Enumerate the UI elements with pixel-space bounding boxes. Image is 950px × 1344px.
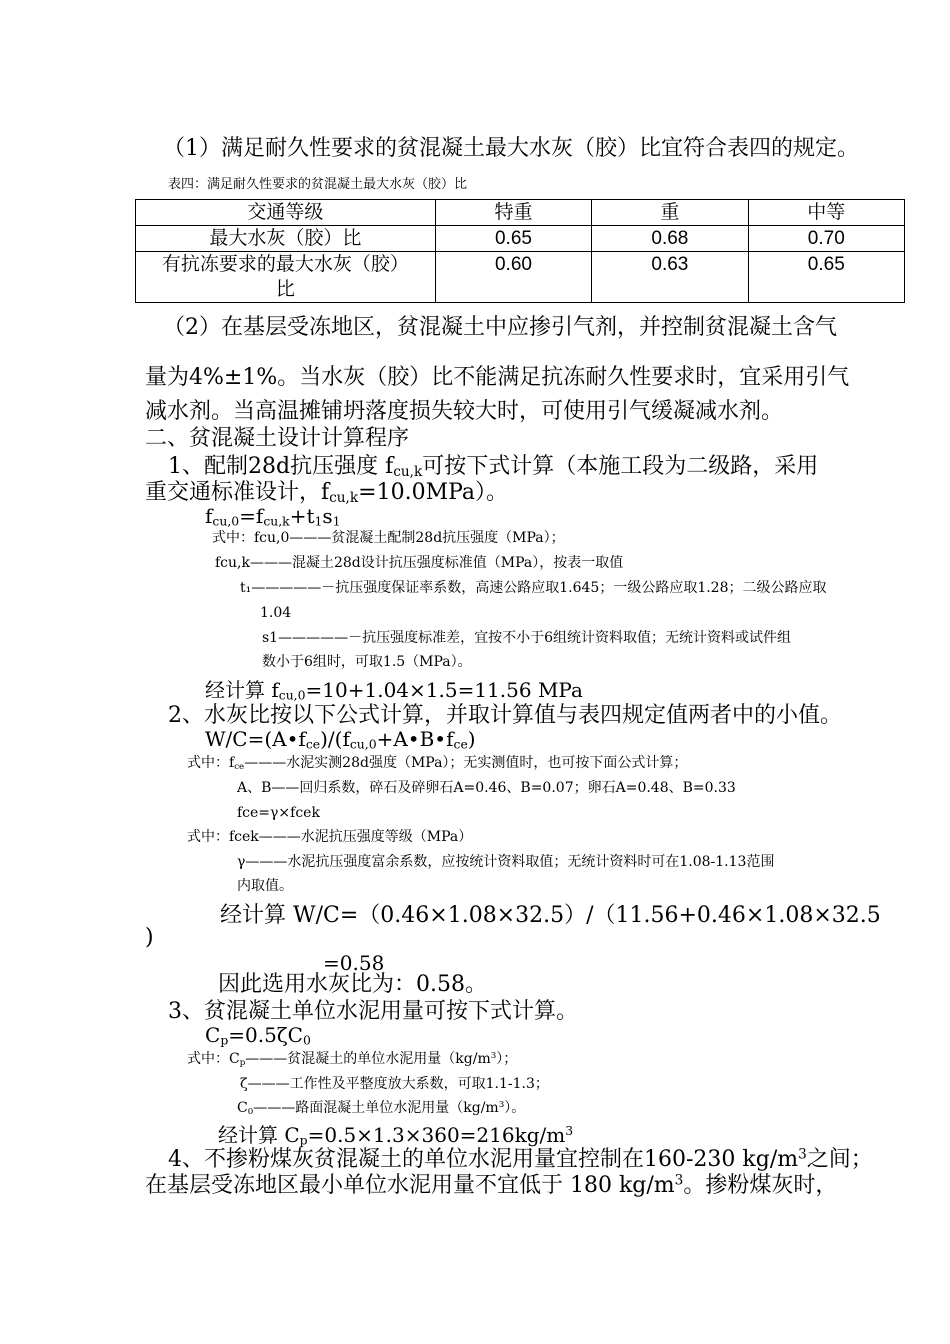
row-label-line1: 有抗冻要求的最大水灰（胶）: [161, 254, 409, 275]
step1-note-s1: s1—————－抗压强度标准差，宜按不小于6组统计资料取值；无统计资料或试件组: [262, 630, 791, 646]
table4: [135, 199, 905, 303]
table-cell: [136, 252, 436, 303]
table-row: [136, 226, 905, 252]
step1-line2: 重交通标准设计，$f_{cu,k}=10.0MPa$）。: [145, 480, 509, 506]
step1-calc: 经计算 $f_{cu,0}=10+1.04\times 1.5=11.56$ MPa: [205, 678, 583, 703]
table4-caption: 表四：满足耐久性要求的贫混凝土最大水灰（胶）比: [168, 177, 468, 192]
step1-note-s1-cont: 数小于6组时，可取1.5（MPa）。: [262, 654, 472, 670]
step3-note-cp: 式中：$C_p———$贫混凝土的单位水泥用量$(kg/m^3)$；: [187, 1051, 518, 1068]
step2-calc: 经计算 W/C=（0.46×1.08×32.5）/（11.56+0.46×1.08×32.5: [220, 903, 881, 928]
step1-line1: 1、配制28d抗压强度 $f_{cu,k}$可按下式计算（本施工段为二级路，采用: [168, 454, 819, 480]
step2-conclusion: 因此选用水灰比为：0.58。: [218, 972, 487, 997]
step4-line2: 在基层受冻地区最小单位水泥用量不宜低于 180 $kg/m^3$。掺粉煤灰时，: [145, 1172, 838, 1198]
section-title: 二、贫混凝土设计计算程序: [145, 426, 410, 451]
table-cell: 最大水灰（胶）比: [136, 226, 436, 252]
step3-line1: 3、贫混凝土单位水泥用量可按下式计算。: [168, 999, 578, 1024]
table-cell: 0.65: [435, 226, 591, 252]
step2-calc-cont: ): [145, 925, 154, 950]
table-cell: 0.65: [748, 252, 904, 303]
step2-note-fcek: 式中：fcek———水泥抗压强度等级（MPa）: [187, 829, 473, 845]
step3-note-zeta: ζ———工作性及平整度放大系数，可取1.1-1.3；: [240, 1076, 549, 1092]
table-row: [136, 252, 905, 303]
header-heavy: 重: [592, 200, 748, 226]
step3-note-c0: $C_0———$路面混凝土单位水泥用量$(kg/m^3)$。: [237, 1100, 526, 1117]
step2-line1: 2、水灰比按以下公式计算，并取计算值与表四规定值两者中的小值。: [168, 703, 842, 728]
step2-note-fce-formula: fce=γ×fcek: [237, 805, 320, 821]
step2-calc-result: =0.58: [323, 951, 385, 975]
formula-fcu0: $f_{cu,0}=f_{cu,k}+t_1s_1$: [205, 504, 341, 529]
step1-note-t1-cont: 1.04: [260, 605, 292, 621]
step1-note-fcuk: fcu,k———混凝土28d设计抗压强度标准值（MPa），按表一取值: [215, 555, 624, 571]
table-cell: 0.63: [592, 252, 748, 303]
header-medium: 中等: [748, 200, 904, 226]
paragraph-2-line3: 减水剂。当高温摊铺坍落度损失较大时，可使用引气缓凝减水剂。: [145, 399, 784, 424]
row-label-line2: 比: [275, 279, 295, 300]
step2-note-gamma-cont: 内取值。: [237, 878, 293, 894]
header-extra-heavy: 特重: [435, 200, 591, 226]
step3-calc: 经计算 $C_p=0.5\times 1.3\times 360=216kg/m^3$: [218, 1123, 574, 1148]
table-cell: 0.68: [592, 226, 748, 252]
step2-note-fce: 式中：$f_{ce}———$水泥实测28d强度（MPa）；无实测值时，也可按下面公式计算；: [187, 755, 688, 772]
step4-line1: 4、不掺粉煤灰贫混凝土的单位水泥用量宜控制在160-230 $kg/m^3$之间；: [168, 1146, 873, 1172]
step1-note-t1: t₁—————－抗压强度保证率系数，高速公路应取1.645；一级公路应取1.28；二级公路应取: [240, 580, 827, 596]
table-cell: 0.60: [435, 252, 591, 303]
paragraph-1: （1）满足耐久性要求的贫混凝土最大水灰（胶）比宜符合表四的规定。: [163, 136, 859, 161]
table-header-row: [136, 200, 905, 226]
header-traffic-level: 交通等级: [136, 200, 436, 226]
step2-note-ab: A、B——回归系数，碎石及碎卵石A=0.46、B=0.07；卵石A=0.48、B=0.33: [237, 780, 736, 796]
step2-note-gamma: γ———水泥抗压强度富余系数，应按统计资料取值；无统计资料时可在1.08-1.13范围: [237, 854, 775, 870]
formula-wc: $W/C=(A•f_{ce})/(f_{cu,0}+A•B•f_{ce})$: [205, 727, 476, 752]
table-cell: 0.70: [748, 226, 904, 252]
formula-cp: $C_p=0.5\zeta C_0$: [205, 1023, 311, 1048]
step1-note-fcu0: 式中：fcu,0———贫混凝土配制28d抗压强度（MPa）；: [212, 530, 565, 546]
paragraph-2-line2: 量为4%±1%。当水灰（胶）比不能满足抗冻耐久性要求时，宜采用引气: [145, 365, 850, 390]
paragraph-2-line1: （2）在基层受冻地区，贫混凝土中应掺引气剂，并控制贫混凝土含气: [163, 315, 837, 340]
